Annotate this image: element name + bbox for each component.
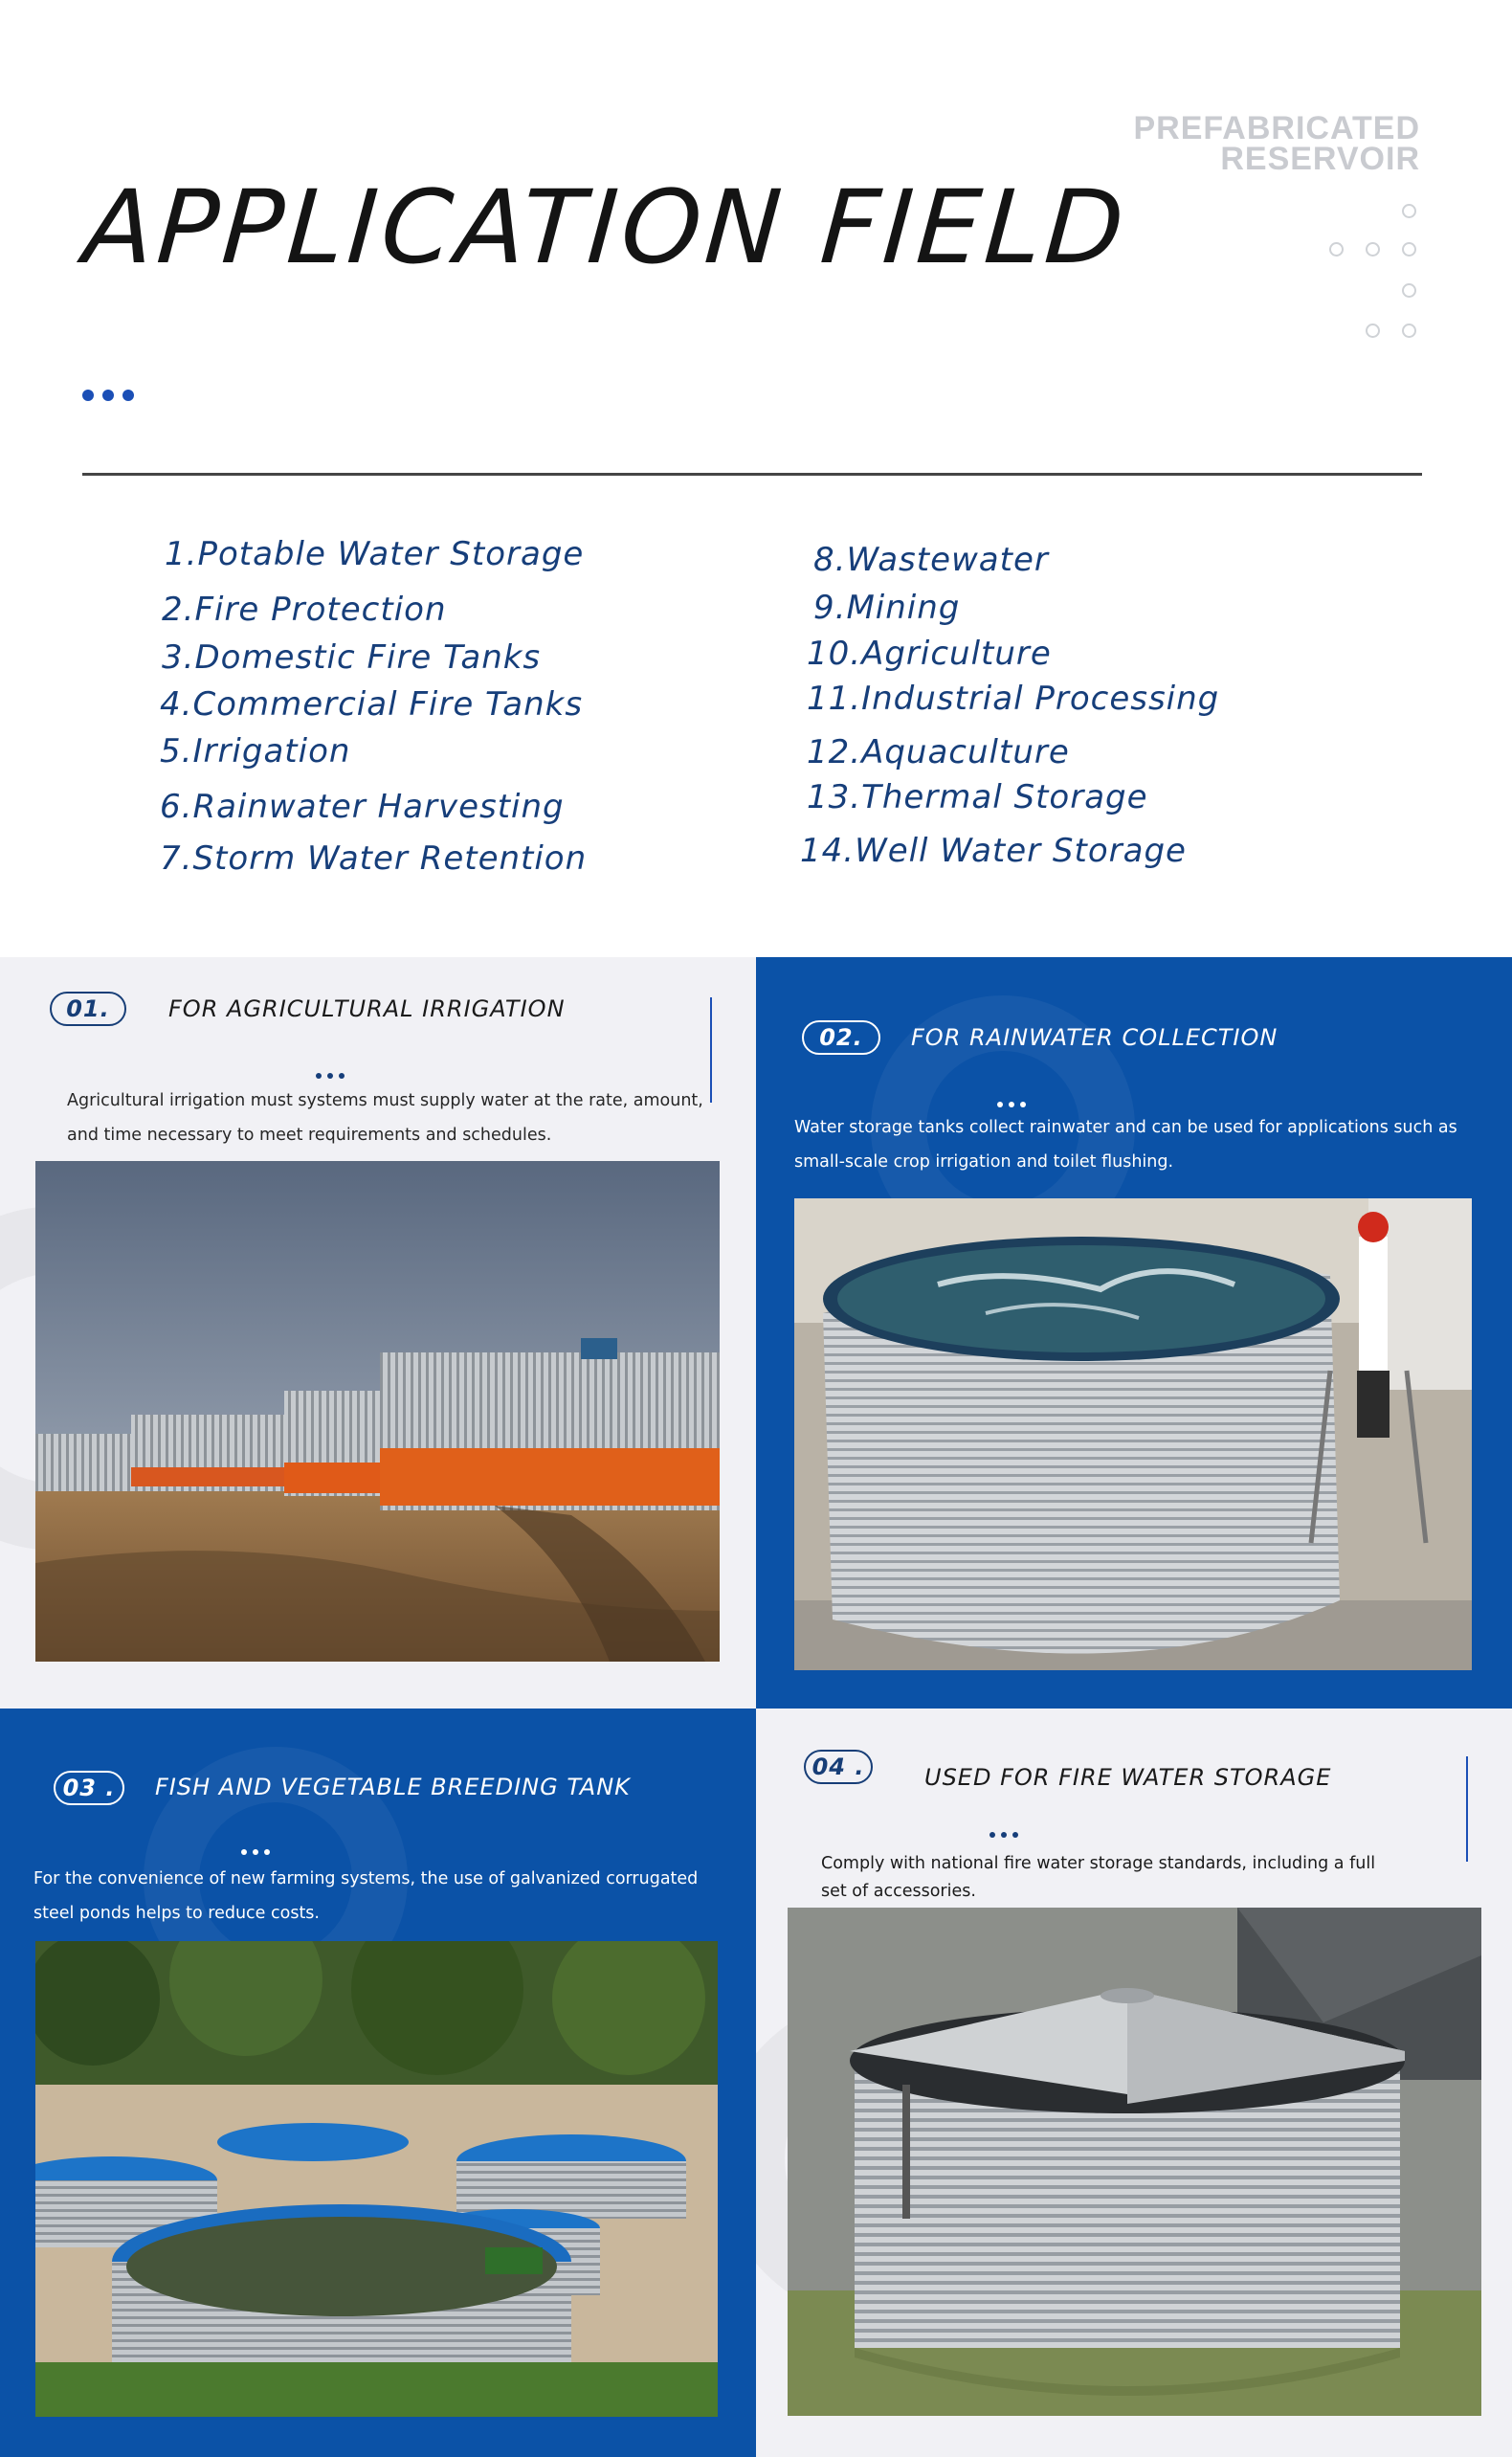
panel-description <box>794 1110 1502 1179</box>
panel-description-line: and time necessary to meet requirements and schedules. <box>67 1126 552 1145</box>
application-item: 1.Potable Water Storage <box>165 535 585 573</box>
panel-fire-water-storage <box>756 1709 1512 2457</box>
brand-line-2: RESERVOIR <box>1220 141 1420 177</box>
application-item: 12.Aquaculture <box>807 733 1070 771</box>
panel-description-line: small-scale crop irrigation and toilet flushing. <box>794 1152 1174 1172</box>
application-item: 5.Irrigation <box>160 732 351 771</box>
panel-number-badge: 01. <box>50 992 126 1026</box>
panel-description-line: Water storage tanks collect rainwater and can be used for applications such as <box>794 1118 1457 1137</box>
panel-rainwater-collection <box>756 957 1512 1709</box>
panel-description-line: Agricultural irrigation must systems must supply water at the rate, amount, <box>67 1091 703 1110</box>
panel-description <box>821 1850 1472 1906</box>
ellipsis-dots-icon <box>316 1064 350 1083</box>
panel-fish-vegetable-tank <box>0 1709 756 2457</box>
panel-number-badge: 03 . <box>54 1771 124 1805</box>
panel-description <box>33 1862 742 1931</box>
photo-fire-water-tank <box>788 1908 1481 2416</box>
panel-description-line: steel ponds helps to reduce costs. <box>33 1904 320 1923</box>
photo-irrigation-tanks <box>35 1161 720 1662</box>
panel-number-badge: 02. <box>802 1020 880 1055</box>
application-item: 7.Storm Water Retention <box>160 839 588 878</box>
application-item: 8.Wastewater <box>813 541 1049 579</box>
panel-description-line: For the convenience of new farming systems, the use of galvanized corrugated <box>33 1869 699 1888</box>
application-item: 10.Agriculture <box>807 635 1052 673</box>
ellipsis-dots-icon <box>989 1823 1024 1842</box>
panel-description-line: Comply with national fire water storage standards, including a full <box>821 1854 1376 1873</box>
header-divider <box>82 473 1422 476</box>
application-item: 14.Well Water Storage <box>800 832 1187 870</box>
page-title: APPLICATION FIELD <box>79 168 1132 286</box>
application-item: 6.Rainwater Harvesting <box>160 788 565 826</box>
photo-fish-breeding-tanks <box>35 1941 718 2417</box>
application-item: 4.Commercial Fire Tanks <box>160 685 584 724</box>
application-item: 3.Domestic Fire Tanks <box>162 638 542 677</box>
panel-vertical-rule <box>1466 1756 1468 1862</box>
panel-title: FISH AND VEGETABLE BREEDING TANK <box>155 1774 631 1800</box>
ellipsis-dots-icon <box>241 1841 276 1859</box>
panel-description-line: set of accessories. <box>821 1882 976 1901</box>
brand-label <box>1110 110 1420 177</box>
application-item: 2.Fire Protection <box>162 591 447 629</box>
application-item: 11.Industrial Processing <box>807 680 1220 718</box>
panel-title: USED FOR FIRE WATER STORAGE <box>924 1764 1332 1791</box>
ellipsis-dots-icon <box>82 387 143 405</box>
panel-number-badge: 04 . <box>804 1750 873 1784</box>
ellipsis-dots-icon <box>997 1093 1032 1111</box>
panel-description <box>67 1083 727 1152</box>
photo-rainwater-tank <box>794 1198 1472 1670</box>
application-item: 9.Mining <box>813 589 961 627</box>
brand-line-1: PREFABRICATED <box>1133 110 1420 146</box>
panel-agricultural-irrigation <box>0 957 756 1709</box>
application-item: 13.Thermal Storage <box>807 778 1148 816</box>
panel-title: FOR AGRICULTURAL IRRIGATION <box>168 995 566 1022</box>
panel-title: FOR RAINWATER COLLECTION <box>911 1024 1279 1051</box>
